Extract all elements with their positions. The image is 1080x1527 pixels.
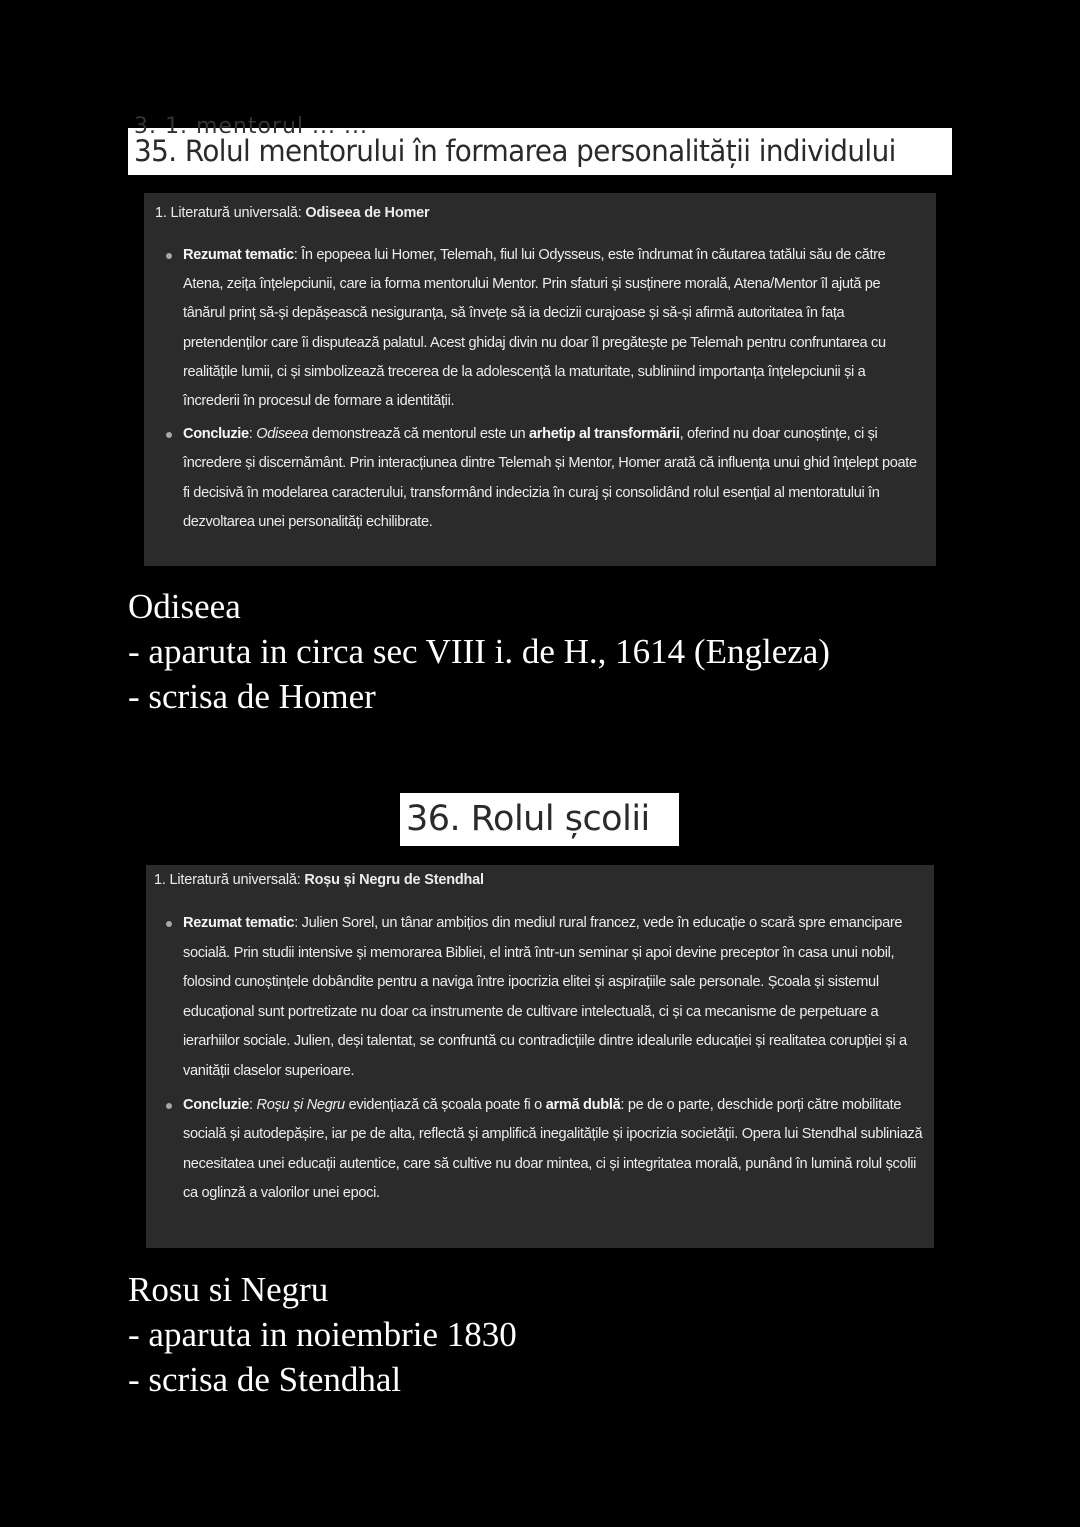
note-title: Rosu si Negru: [128, 1270, 329, 1309]
item-label: Concluzie: [183, 1096, 250, 1113]
panel-heading: [155, 205, 430, 221]
cropped-previous-line: 3. 1. mentorul ... ...: [134, 114, 369, 139]
item-text: : Julien Sorel, un tânar ambițios din mediul rural francez, vede în educație o scară spre emancipare socială. Prin studii intensive și memorarea Bibliei, el intră într-un seminar și apoi devine preceptor în casa unui nobil, folosind cunoștințele dobândite pentru a naviga între ipocrizia elitei și aspirațiile sale personale. Școala și sistemul educațional sunt portretizate nu doar ca instrumente de cultivare intelectuală, ci și ca mecanisme de perpetuare a ierarhiilor sociale. Julien, deși talentat, se confruntă cu contradicțiile dintre idealurile educației și realitatea corupției și a vanității claselor superioare.: [183, 915, 907, 1079]
item-label: Rezumat tematic: [183, 247, 294, 263]
section-36-heading: [400, 793, 679, 846]
item-italic-title: Roșu și Negru: [256, 1096, 345, 1113]
item-text: demonstrează că mentorul este un: [308, 426, 530, 443]
note-line: - aparuta in noiembrie 1830: [128, 1315, 517, 1354]
note-title: Odiseea: [128, 587, 241, 626]
section-36-summary-panel: [146, 865, 934, 1248]
bullet-icon: [166, 1103, 172, 1109]
panel-heading-prefix: 1. Literatură universală:: [154, 872, 305, 888]
section-35-heading: [128, 114, 952, 175]
item-emphasis: arhetip al transformării: [529, 426, 680, 443]
bullet-icon: [166, 432, 172, 438]
panel-heading-work: Odiseea de Homer: [305, 205, 430, 221]
panel-heading: [154, 872, 484, 888]
item-text: : În epopeea lui Homer, Telemah, fiul lui Odysseus, este îndrumat în căutarea tatălui său de către Atena, zeița înțelepciunii, care ia forma mentorului Mentor. Prin sfaturi și susținere morală, Atena/Mentor îl ajută pe tânărul prinț să-și depășească nesiguranța, să învețe să ia decizii curajoase și să-și afirmă autoritatea în fața pretendenților care îi disputează palatul. Acest ghidaj divin nu doar îl pregătește pe Telemah pentru confruntarea cu realitățile lumii, ci și simbolizează trecerea de la adolescență la maturitate, subliniind importanța înțelepciunii și a încrederii în procesul de formare a identității.: [183, 247, 886, 410]
section-35-notes: [128, 584, 830, 719]
list-item-concluzie: [166, 420, 918, 537]
note-line: - scrisa de Homer: [128, 677, 376, 716]
list-item-rezumat: [166, 909, 930, 1087]
section-35-title: 35. Rolul mentorului în formarea personalității individului: [134, 134, 896, 168]
list-item-rezumat: [166, 241, 918, 416]
note-line: - aparuta in circa sec VIII i. de H., 1614 (Engleza): [128, 632, 830, 671]
list-item-concluzie: [166, 1091, 930, 1209]
item-emphasis: armă dublă: [545, 1096, 621, 1113]
item-text: , oferind nu doar cunoștințe, ci și încredere și discernământ. Prin interacțiunea dintre Telemah și Mentor, Homer arată că influența unui ghid înțelept poate fi decisivă în modelarea caracterului, transformând indecizia în curaj și consolidând rolul esențial al mentoratului în dezvoltarea unei personalități echilibrate.: [183, 426, 917, 530]
section-36-title: 36. Rolul școlii: [406, 799, 650, 839]
item-text: : pe de o parte, deschide porți către mobilitate socială și autodepășire, iar pe de alta, reflectă și amplifică inegalitățile și ipocrizia societății. Opera lui Stendhal subliniază necesitatea unei educații autentice, care să cultive nu doar mintea, ci și integritatea morală, punând în lumină rolul școlii ca oglinză a valorilor unei epoci.: [183, 1096, 923, 1202]
summary-list: [166, 909, 930, 1213]
note-line: - scrisa de Stendhal: [128, 1360, 402, 1399]
bullet-icon: [166, 921, 172, 927]
summary-list: [166, 241, 918, 541]
item-separator: :: [249, 1096, 257, 1113]
section-36-notes: [128, 1267, 517, 1402]
item-text: evidențiază că școala poate fi o: [344, 1096, 546, 1113]
panel-heading-work: Roșu și Negru: [304, 872, 401, 888]
panel-heading-prefix: 1. Literatură universală:: [155, 205, 306, 221]
item-italic-title: Odiseea: [256, 426, 309, 443]
item-label: Concluzie: [183, 426, 249, 443]
bullet-icon: [166, 253, 172, 259]
panel-heading-author: de Stendhal: [400, 872, 484, 888]
item-label: Rezumat tematic: [183, 915, 295, 931]
section-35-summary-panel: [144, 193, 936, 566]
item-separator: :: [248, 426, 257, 443]
